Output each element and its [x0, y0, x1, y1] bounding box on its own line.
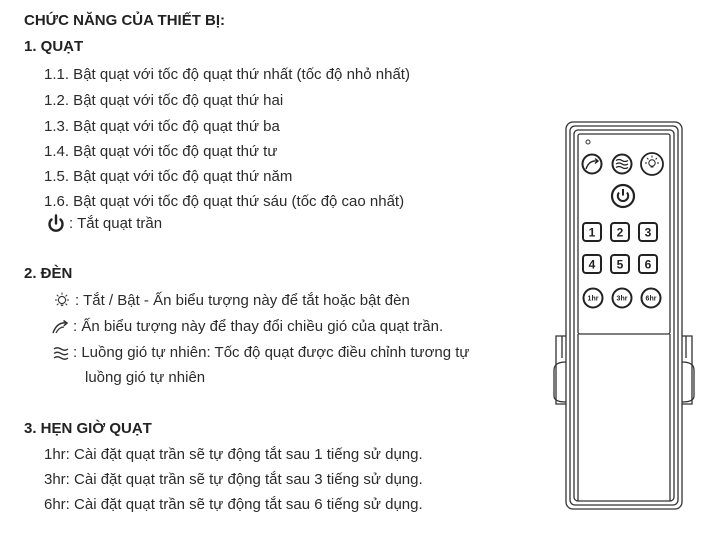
timer-heading: 3. HẸN GIỜ QUẠT [24, 420, 152, 437]
direction-legend [50, 318, 443, 336]
bulb-button-icon [645, 156, 659, 168]
page-title: CHỨC NĂNG CỦA THIẾT BỊ: [24, 12, 226, 29]
direction-legend-text: : Ấn biểu tượng này để thay đổi chiều gió của quạt trần. [73, 318, 444, 335]
fan-item: 1.3. Bật quạt với tốc độ quạt thứ ba [44, 118, 280, 135]
bulb-icon [52, 292, 72, 310]
breeze-button-icon [616, 160, 628, 169]
direction-button-icon [586, 161, 597, 169]
timer-item: 1hr: Cài đặt quạt trần sẽ tự động tắt sau 1 tiếng sử dụng. [44, 446, 423, 463]
speed-button-label: 5 [616, 257, 624, 272]
fan-item: 1.4. Bật quạt với tốc độ quạt thứ tư [44, 143, 278, 160]
speed-button-label: 6 [644, 257, 652, 272]
timer-item: 6hr: Cài đặt quạt trần sẽ tự động tắt sau 6 tiếng sử dụng. [44, 496, 423, 513]
fan-item: 1.2. Bật quạt với tốc độ quạt thứ hai [44, 92, 284, 109]
speed-button-label: 4 [588, 257, 596, 272]
light-heading: 2. ĐÈN [24, 265, 73, 282]
fan-item: 1.1. Bật quạt với tốc độ quạt thứ nhất (tốc độ nhỏ nhất) [44, 66, 410, 83]
fan-heading: 1. QUẠT [24, 38, 84, 55]
power-legend-text: : Tắt quạt trần [69, 214, 163, 232]
remote-control-illustration [548, 118, 700, 513]
direction-button [583, 155, 602, 174]
timer-item: 3hr: Cài đặt quạt trần sẽ tự động tắt sau 3 tiếng sử dụng. [44, 471, 423, 488]
timer-button-label: 6hr [645, 295, 657, 303]
power-legend [46, 214, 162, 234]
timer-button-label: 3hr [616, 295, 628, 303]
breeze-icon [52, 345, 70, 361]
direction-icon [50, 318, 70, 336]
breeze-legend-cont: luồng gió tự nhiên [85, 369, 206, 386]
breeze-legend-text: : Luồng gió tự nhiên: Tốc độ quạt được điều chỉnh tương tự [73, 344, 470, 361]
timer-button-label: 1hr [587, 295, 599, 303]
speed-button-label: 2 [616, 225, 624, 240]
breeze-legend [52, 344, 469, 362]
bulb-legend [52, 292, 410, 310]
speed-button-label: 1 [588, 225, 596, 240]
speed-button-label: 3 [644, 225, 652, 240]
bulb-legend-text: : Tắt / Bật - Ấn biểu tượng này để tắt hoặc bật đèn [75, 292, 410, 309]
fan-item: 1.6. Bật quạt với tốc độ quạt thứ sáu (tốc độ cao nhất) [44, 193, 405, 210]
fan-item: 1.5. Bật quạt với tốc độ quạt thứ năm [44, 168, 293, 185]
power-icon [46, 214, 66, 234]
power-button [612, 185, 634, 207]
